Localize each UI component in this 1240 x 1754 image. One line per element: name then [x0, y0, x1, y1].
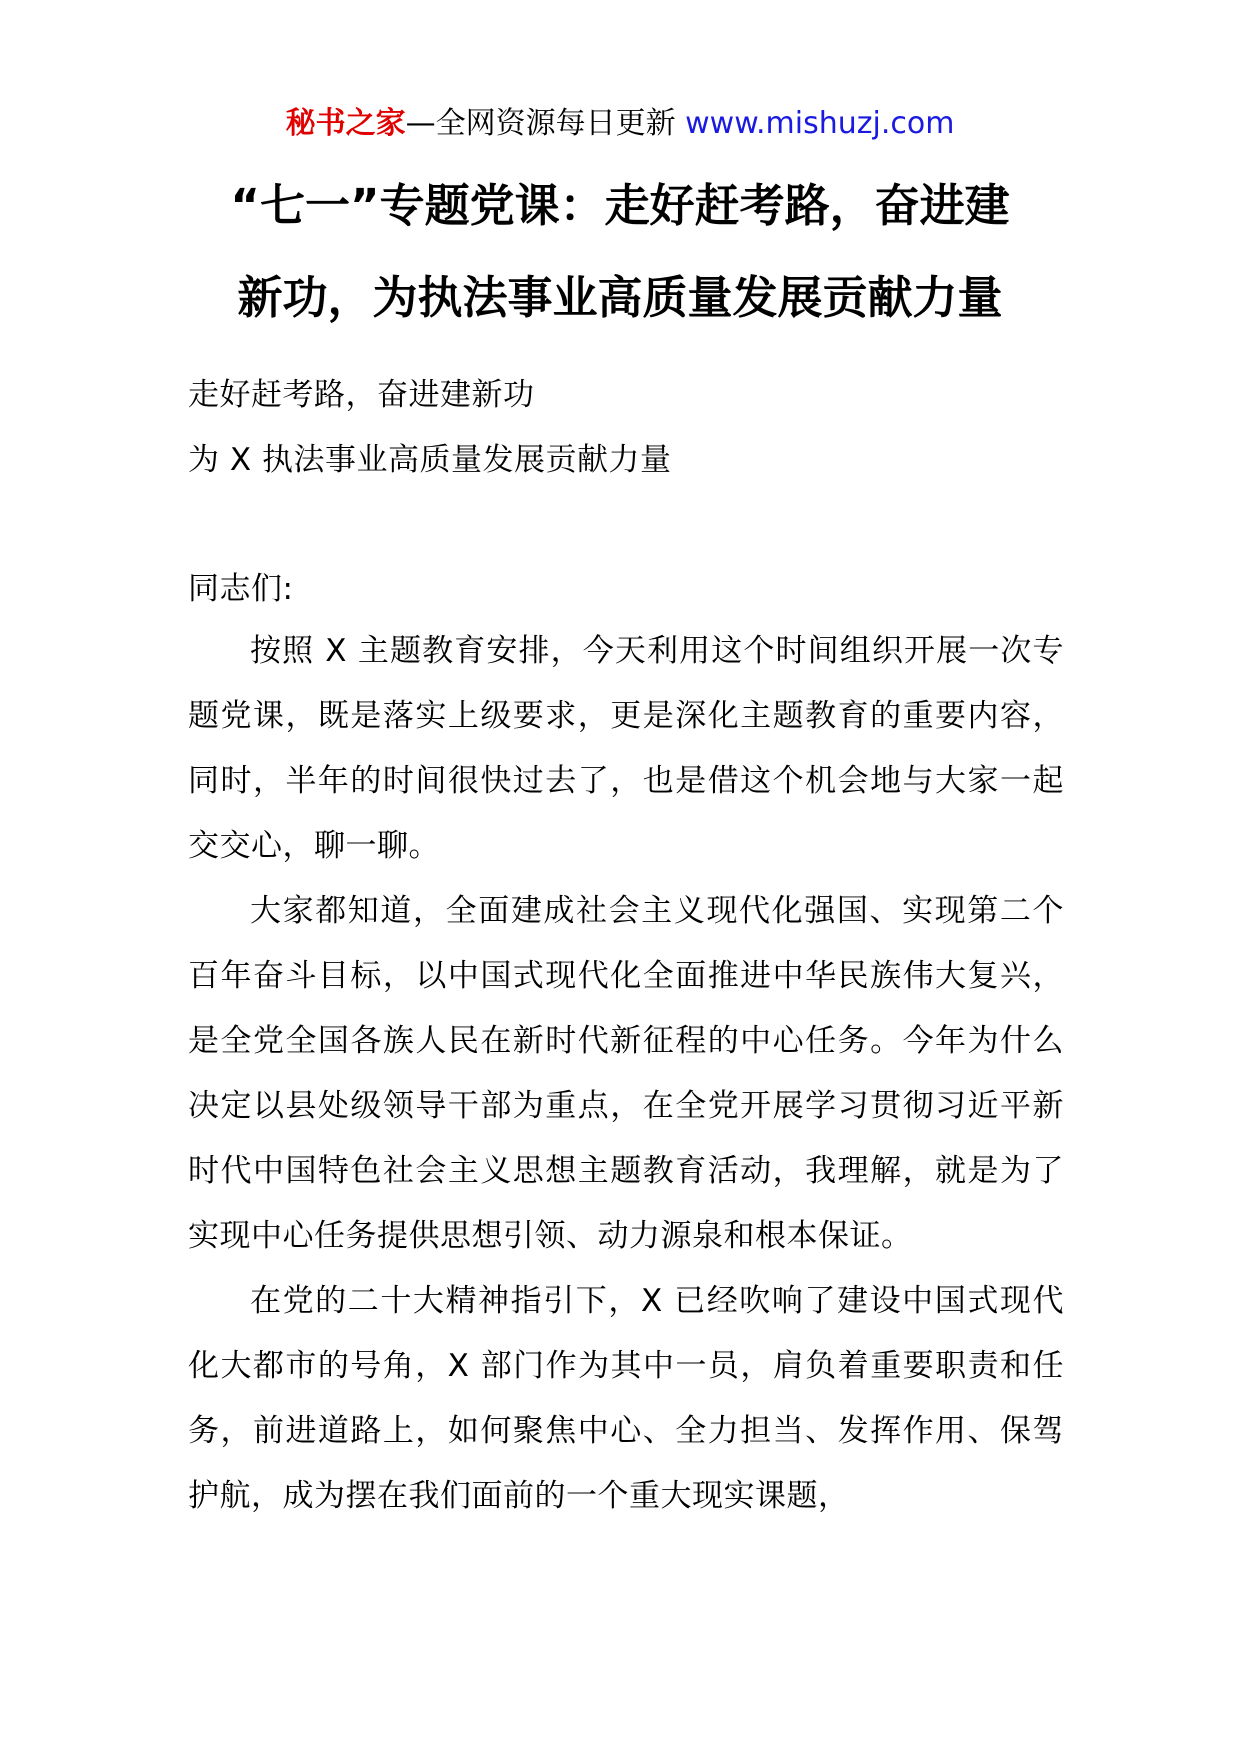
subtitle-line-2: 为 X 执法事业高质量发展贡献力量: [188, 442, 672, 478]
greeting: 同志们:: [188, 571, 294, 607]
title-line-2: 新功，为执法事业高质量发展贡献力量: [237, 271, 1003, 324]
subtitle-line-1: 走好赶考路，奋进建新功: [188, 377, 535, 413]
paragraph-1: 按照 X 主题教育安排，今天利用这个时间组织开展一次专题党课，既是落实上级要求，更是深化主题教育的重要内容，同时，半年的时间很快过去了，也是借这个机会地与大家一起交交心，聊一聊。: [188, 633, 1064, 864]
site-url-link[interactable]: www.mishuzj.com: [685, 106, 955, 141]
site-header: [0, 104, 1240, 144]
paragraph-2: 大家都知道，全面建成社会主义现代化强国、实现第二个百年奋斗目标，以中国式现代化全面推进中华民族伟大复兴，是全党全国各族人民在新时代新征程的中心任务。今年为什么决定以县处级领导干部为重点，在全党开展学习贯彻习近平新时代中国特色社会主义思想主题教育活动，我理解，就是为了实现中心任务提供思想引领、动力源泉和根本保证。: [188, 893, 1064, 1254]
title-line-1: “七一”专题党课：走好赶考路，奋进建: [230, 179, 1010, 232]
document-title: [150, 160, 1090, 344]
header-tagline: —全网资源每日更新: [405, 106, 676, 141]
body-text: [188, 619, 1064, 1529]
brand-name: 秘书之家: [285, 106, 406, 141]
paragraph-3: 在党的二十大精神指引下，X 已经吹响了建设中国式现代化大都市的号角，X 部门作为其中一员，肩负着重要职责和任务，前进道路上，如何聚焦中心、全力担当、发挥作用、保驾护航，成为摆在我们面前的一个重大现实课题，: [188, 1283, 1064, 1514]
subtitle-block: [188, 363, 1064, 493]
